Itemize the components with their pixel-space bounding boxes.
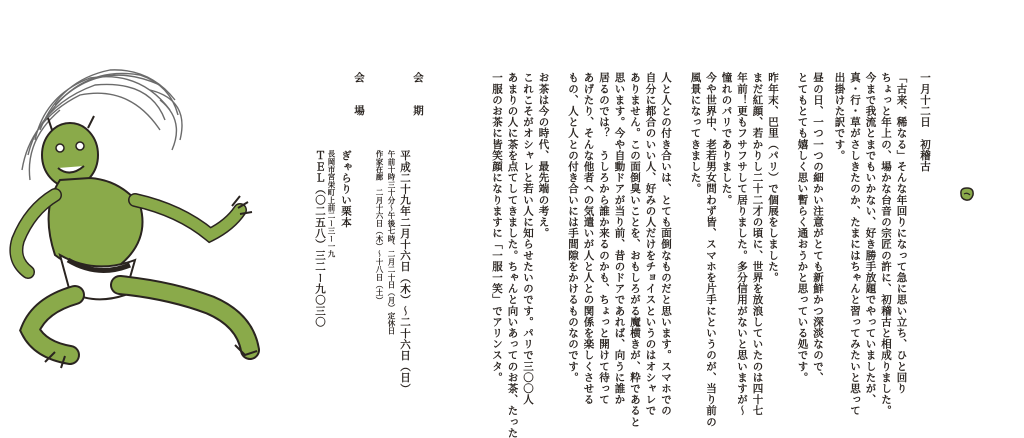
essay-paragraph5-line: お茶は今の時代、最先端の考え。	[537, 72, 550, 239]
opening-hours: 午前十時三十分〜午後七時、二月二十日（月）定休日	[387, 150, 396, 335]
period-label: 会 期	[412, 72, 424, 122]
essay-paragraph3-line: 憧れのパリでありました。	[720, 72, 733, 206]
essay-date-heading: 一月十二日 初稽古	[919, 72, 931, 172]
essay-paragraph4-line: ありません。この面倒臭いことを、おもしろがる魔横きが、粋であると	[629, 72, 641, 428]
period-value: 平成二十九年二月十六日（木）〜二十六日（日）	[399, 150, 411, 395]
essay-paragraph1-line: 真・行・草がさしきたのか、たまにはちゃんと習ってみたいと思って	[849, 72, 861, 417]
essay-paragraph3-line: 昨年末、巴里（パリ）で個展をしました。	[767, 72, 779, 283]
essay-paragraph5-line: 一服のお茶に皆笑顔になりますに「一服一笑」でアリンスタ。	[491, 72, 503, 383]
essay-paragraph3-line: 年前！更もフサフサして居りました。多分信用がないと思いますが〜	[736, 72, 748, 417]
essay-paragraph5-line: これこそがオシャレと若い人に知らせたいのです。パリで三〇〇人	[522, 72, 534, 405]
essay-paragraph4-line: 居るのでは？ うしろから誰か来るのかも、ちょっと開けて待って	[598, 72, 610, 405]
tel: ＴＥＬ（〇二五八）三二ー九〇三〇	[314, 150, 326, 328]
essay-paragraph1-line: 出掛けた訳です。	[833, 72, 846, 161]
essay-paragraph4-line: 思います。今や自動ドアが当り前、昔のドアであれば、向うに誰か	[613, 72, 626, 405]
essay-paragraph2-line: とてもとても嬉しく思い暫らく通おうかと思っている処です。	[796, 72, 809, 383]
essay-paragraph1-line: 今まで我流とまでもいかない、好き勝手放題でやっていましたが、	[864, 72, 877, 405]
essay-paragraph2-line: 昼の日、一つ一つの細かい注意がとても新鮮かつ深淡なので、	[812, 72, 824, 383]
essay-paragraph1-line: ちょっと年上の、場かな台音の宗匠の許に、初稽古と相成りました。	[880, 72, 892, 417]
venue-address: 長岡市宮栄町上前二ー三ー一九	[327, 150, 336, 258]
essay-paragraph3-line: 今や世界中、老若男女問わず皆、スマホを片手にというのが、当り前の	[705, 72, 717, 428]
essay-paragraph3-line: まだ紅顔、若かりし二十二才の頃に、世界を放浪していたのは四十七	[751, 72, 764, 417]
oni-torso	[49, 178, 143, 268]
essay-paragraph4-line: あげたり、そんな他者への気遣いが人と人との関係を楽しくさせる	[582, 72, 595, 405]
essay-paragraph5-line: あまりの人に茶を点てしてきました。ちゃんと向いあってのお茶、たった	[506, 72, 519, 438]
decorative-green-blob	[958, 186, 976, 202]
essay-paragraph4-line: 自分に都合のいい人、好みの人だけをチョイスというのはオシャレで	[644, 72, 657, 417]
venue-label: 会 場	[353, 72, 365, 122]
venue-name: ぎゃらりい栗本	[340, 150, 352, 228]
essay-paragraph3-line: 風景になってきました。	[689, 72, 702, 195]
artist-attendance: 作家在廊 二月十六日（木）〜十八日（土）	[375, 150, 384, 304]
essay-paragraph4-line: もの、人と人との付き合いには手間隙をかけるものなのです。	[567, 72, 579, 383]
oni-demon-illustration	[0, 60, 300, 370]
essay-paragraph1-line: 「古来、稀なる」そんな年回りになって急に思い立ち、ひと回り	[895, 72, 908, 394]
essay-paragraph4-line: 人と人との付き合いは、とても面倒なものだと思います。スマホでの	[660, 72, 672, 417]
